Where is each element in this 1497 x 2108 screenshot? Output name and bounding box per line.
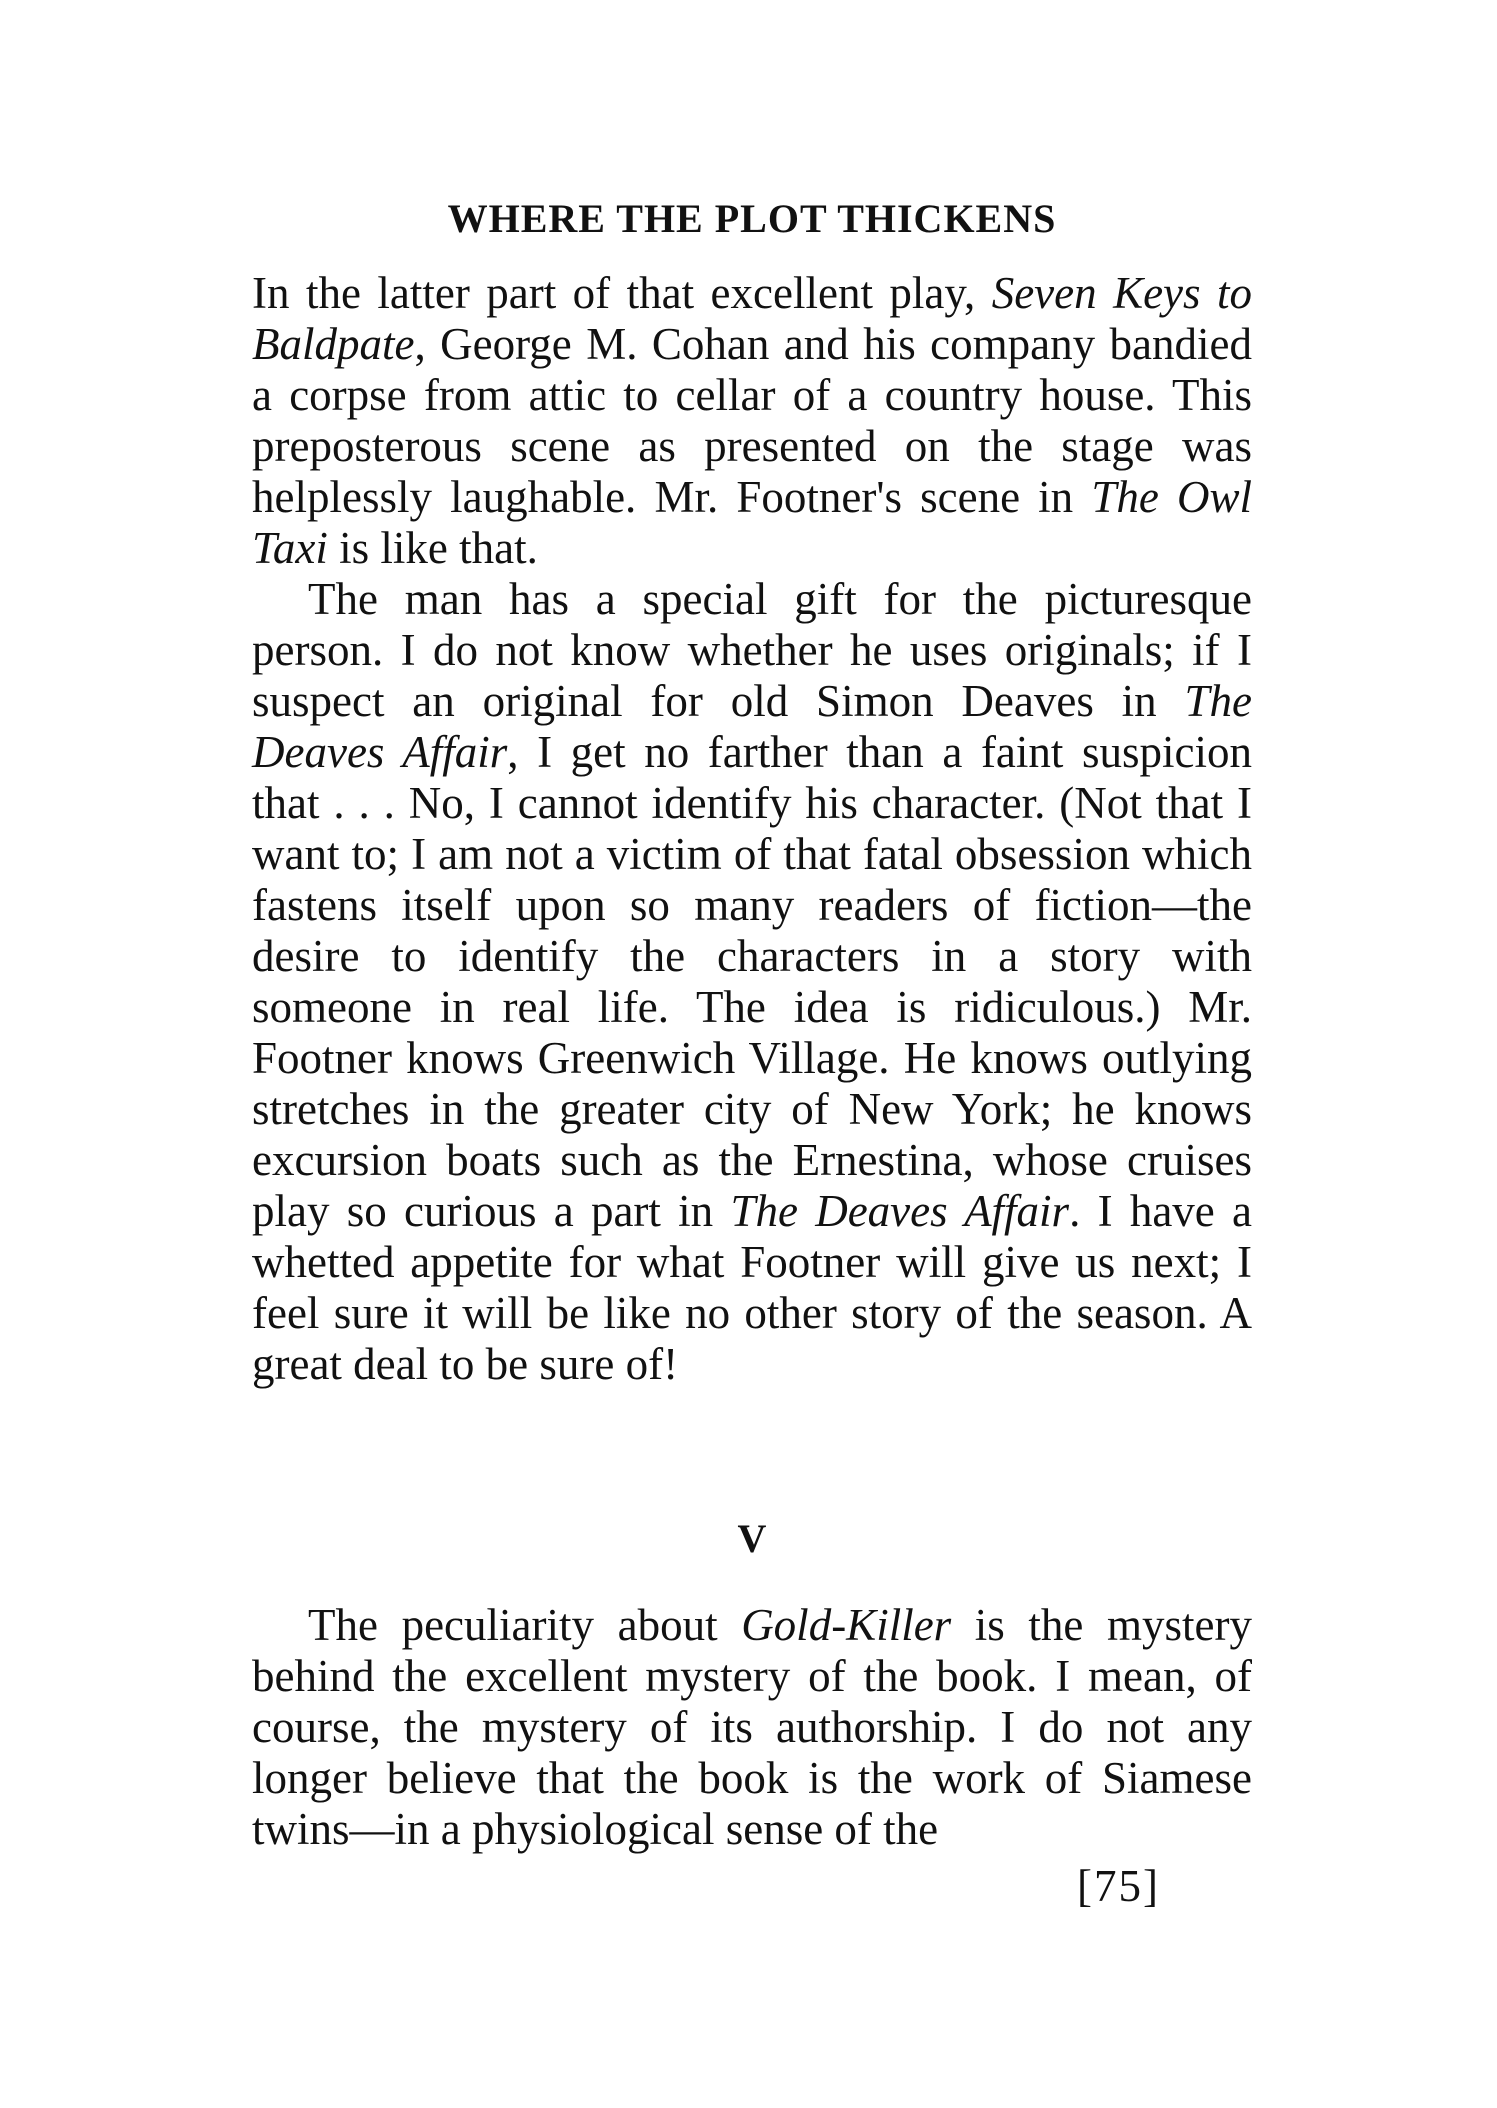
text-block-upper (252, 268, 1252, 1390)
paragraph-2-text-1: The man has a special gift for the picturesque person. I do not know whether he uses originals; if I suspect an original for old Simon Deaves in (252, 574, 1252, 726)
running-head: WHERE THE PLOT THICKENS (447, 196, 1057, 241)
paragraph-3-text-1: The peculiarity about (308, 1600, 742, 1650)
paragraph-2-title-1: The Deaves Affair (252, 676, 1252, 777)
paragraph-1-text-3: is like that. (327, 523, 538, 573)
paragraph-1-title-2: The Owl Taxi (252, 472, 1253, 573)
paragraph-3 (252, 1600, 1252, 1855)
paragraph-1 (252, 268, 1252, 574)
paragraph-2-text-3: . I have a whetted appetite for what Footner will give us next; I feel sure it will be like no other story of the season. A great deal to be sure of! (252, 1186, 1252, 1389)
paragraph-1-text-2: , George M. Cohan and his company bandied a corpse from attic to cellar of a country house. This preposterous scene as presented on the stage was helplessly laughable. Mr. Footner's scene in (252, 319, 1252, 522)
paragraph-1-title-1: Seven Keys to Baldpate (252, 268, 1252, 369)
paragraph-3-title-1: Gold-Killer (741, 1600, 952, 1650)
paragraph-2-text-2: , I get no farther than a faint suspicion that . . . No, I cannot identify his character. (Not that I want to; I am not a victim of that fatal obsession which fastens itself upon so many readers of fiction—the desire to identify the characters in a story with someone in real life. The idea is ridiculous.) Mr. Footner knows Greenwich Village. He knows outlying stretches in the greater city of New York; he knows excursion boats such as the Ernestina, whose cruises play so curious a part in (252, 727, 1252, 1236)
paragraph-3-text-2: is the mystery behind the excellent mystery of the book. I mean, of course, the mystery of its authorship. I do not any longer believe that the book is the work of Siamese twins—in a physiological sense of the (252, 1600, 1252, 1854)
paragraph-2-title-2: The Deaves Affair (730, 1186, 1070, 1236)
page-number: [75] (1077, 1861, 1160, 1911)
text-block-lower (252, 1600, 1252, 1855)
paragraph-1-text-1: In the latter part of that excellent play, (252, 268, 992, 318)
section-numeral: V (737, 1516, 767, 1561)
paragraph-2 (252, 574, 1252, 1390)
